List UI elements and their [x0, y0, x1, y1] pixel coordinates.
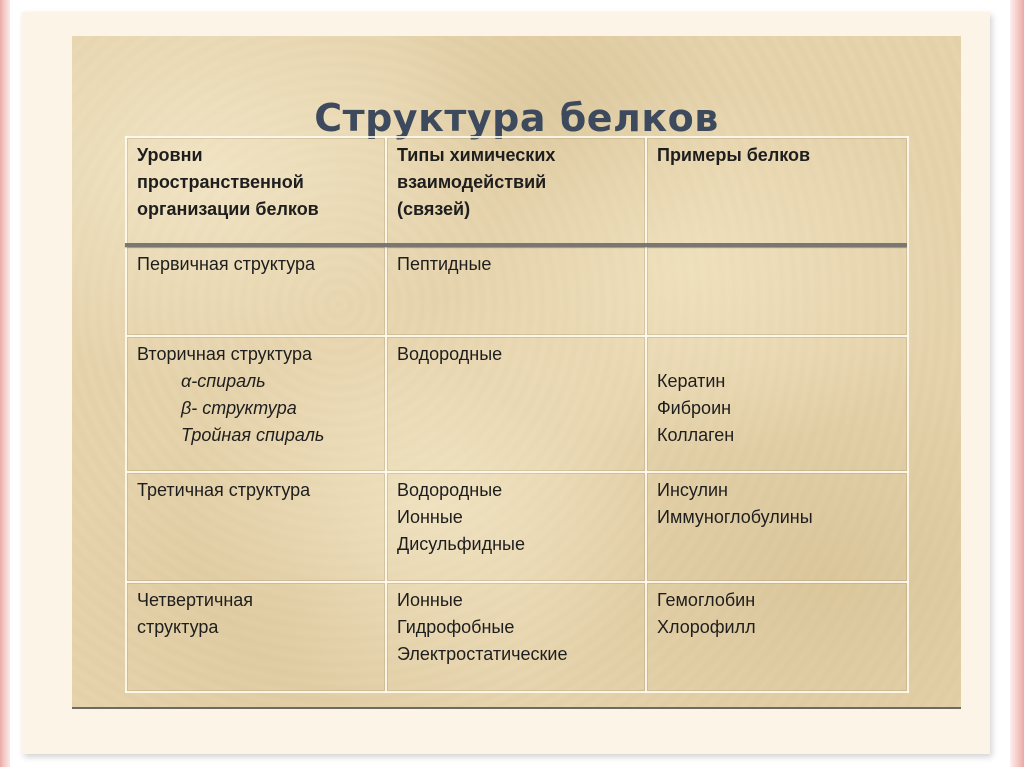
header-line: Примеры белков	[657, 145, 811, 165]
cell-line: Четвертичная	[137, 590, 254, 610]
header-examples	[646, 137, 908, 246]
cell-level	[126, 582, 386, 692]
cell-bonds	[386, 472, 646, 582]
cell-examples	[646, 582, 908, 692]
cell-line: Хлорофилл	[657, 617, 756, 637]
cell-line: Иммуноглобулины	[657, 507, 813, 527]
cell-line: Водородные	[397, 480, 503, 500]
cell-line: Вторичная структура	[137, 344, 312, 364]
cell-line: Гидрофобные	[397, 617, 515, 637]
header-line: Уровни	[137, 145, 203, 165]
table-row-tertiary	[126, 472, 908, 582]
cell-line: Гемоглобин	[657, 590, 756, 610]
cell-subline: α-спираль	[181, 371, 266, 391]
table-row-primary	[126, 246, 908, 336]
cell-bonds	[386, 246, 646, 336]
cell-bonds	[386, 336, 646, 472]
cell-line: Пептидные	[397, 254, 492, 274]
cell-bonds	[386, 582, 646, 692]
parchment-content-area	[72, 36, 961, 709]
header-line: пространственной	[137, 172, 304, 192]
cell-line: Дисульфидные	[397, 534, 525, 554]
cell-subline: Тройная спираль	[181, 425, 325, 445]
cell-examples	[646, 246, 908, 336]
table-row-secondary	[126, 336, 908, 472]
header-bond-types	[386, 137, 646, 246]
protein-structure-table	[125, 136, 909, 693]
cell-line: Электростатические	[397, 644, 568, 664]
table-row-quaternary	[126, 582, 908, 692]
cell-line: Третичная структура	[137, 480, 311, 500]
header-line: (связей)	[397, 199, 471, 219]
header-line: взаимодействий	[397, 172, 547, 192]
cell-level	[126, 336, 386, 472]
cell-examples	[646, 336, 908, 472]
cell-spacer	[657, 341, 897, 368]
header-line: организации белков	[137, 199, 319, 219]
cell-line: Первичная структура	[137, 254, 316, 274]
cell-line: Водородные	[397, 344, 503, 364]
header-line: Типы химических	[397, 145, 556, 165]
cell-examples	[646, 472, 908, 582]
cell-line: Коллаген	[657, 425, 735, 445]
slide-title: Структура белков	[314, 96, 719, 140]
cell-level	[126, 472, 386, 582]
cell-line: Ионные	[397, 507, 463, 527]
cell-line: структура	[137, 617, 219, 637]
slide-left-edge	[0, 0, 10, 767]
cell-line: Ионные	[397, 590, 463, 610]
slide-right-edge	[1010, 0, 1024, 767]
cell-subline: β- структура	[181, 398, 297, 418]
cell-level	[126, 246, 386, 336]
header-separator-line	[125, 243, 907, 247]
header-levels	[126, 137, 386, 246]
cell-line: Фиброин	[657, 398, 732, 418]
cell-line: Инсулин	[657, 480, 728, 500]
table-header-row	[126, 137, 908, 246]
cell-line: Кератин	[657, 371, 726, 391]
